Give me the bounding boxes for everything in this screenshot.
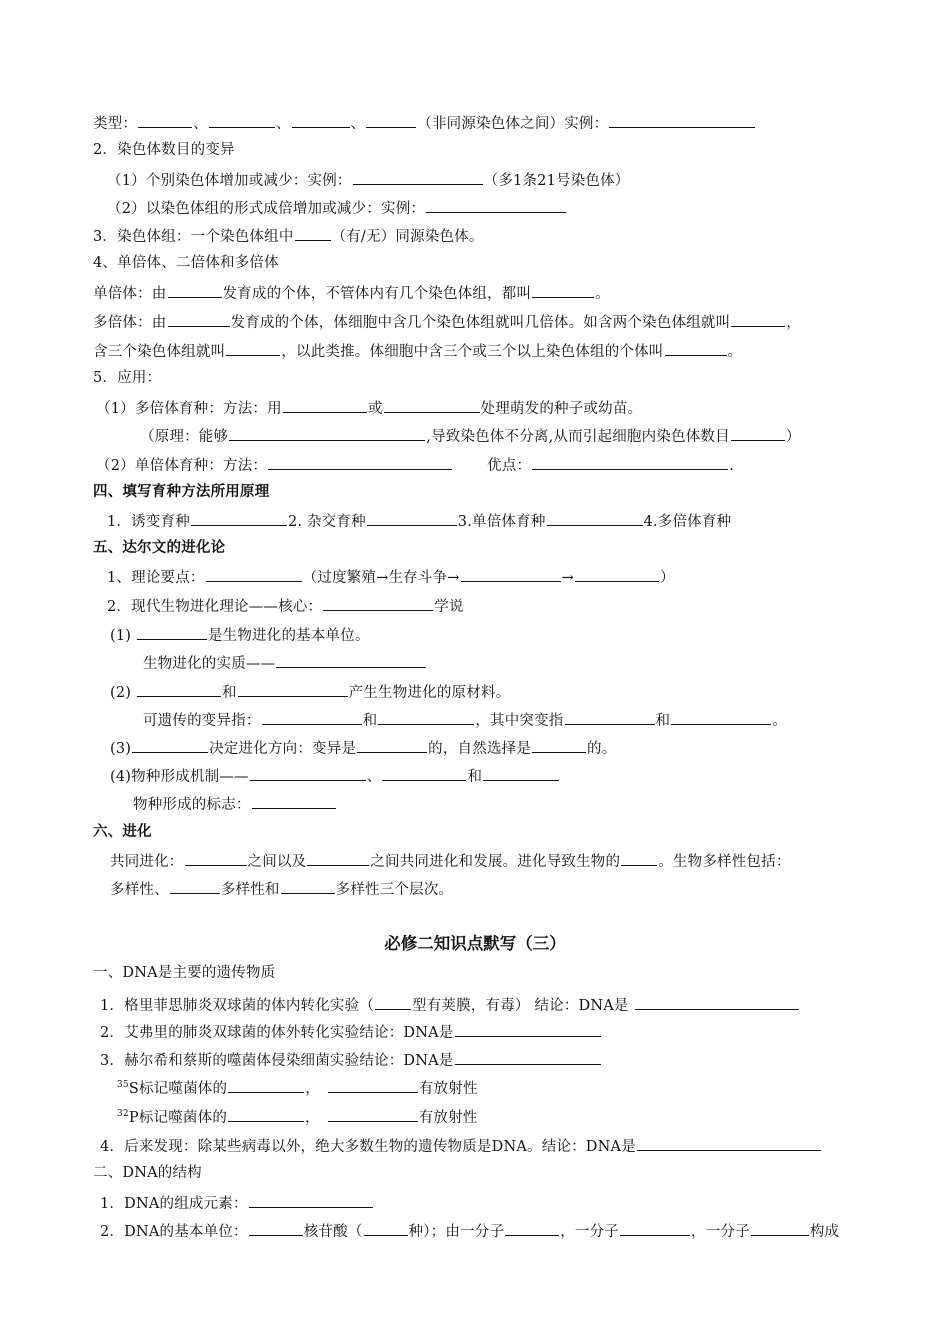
text: （有/无）同源染色体。: [331, 229, 484, 245]
blank: [191, 510, 287, 526]
line-dna-elements: [100, 1192, 374, 1214]
line-application: 5．应用：: [93, 370, 162, 386]
blank: [292, 112, 350, 128]
blank: [228, 1077, 304, 1093]
text: 学说: [434, 599, 464, 615]
isotope-superscript: 32: [117, 1109, 129, 1120]
blank: [250, 765, 366, 781]
text: (4)物种形成机制——: [110, 769, 249, 785]
blank: [367, 510, 457, 526]
line-basic-unit: [110, 624, 370, 646]
heading-breeding-principles: 四、填写育种方法所用原理: [93, 483, 270, 500]
text: （过度繁殖→生存斗争→: [302, 570, 460, 586]
blank: [252, 793, 336, 809]
line-later-discovery: [100, 1135, 822, 1157]
text: 单倍体：由: [93, 286, 167, 302]
blank: [532, 454, 728, 470]
text: ，: [305, 1081, 320, 1097]
text: 之间共同进化和发展。进化导致生物的: [370, 854, 621, 870]
line-modern-theory: [107, 595, 464, 617]
text: 、: [193, 116, 208, 132]
line-raw-material: [110, 681, 510, 703]
text: 或: [367, 401, 383, 417]
text: 生物进化的实质——: [143, 656, 276, 672]
text: 是生物进化的基本单位。: [207, 628, 370, 644]
blank: [249, 1192, 373, 1208]
text: （原理：能够: [140, 429, 229, 445]
blank: [138, 112, 192, 128]
blank: [751, 1220, 809, 1236]
text: 2．艾弗里的肺炎双球菌的体外转化实验结论：DNA是: [100, 1025, 454, 1041]
blank: [455, 1021, 601, 1037]
line-griffith: [100, 994, 800, 1016]
blank: [455, 1049, 601, 1065]
blank: [238, 681, 348, 697]
line-polyploid: [93, 311, 801, 333]
line-chromosome-set: [107, 197, 567, 219]
text: （1）个别染色体增加或减少：实例：: [107, 173, 352, 189]
blank: [132, 737, 208, 753]
line-theory-points: [107, 566, 675, 588]
text: .: [729, 458, 735, 474]
text: 2. 杂交育种: [287, 514, 366, 530]
blank: [353, 169, 483, 185]
blank: [185, 850, 247, 866]
text: 有放射性: [418, 1110, 478, 1126]
line-speciation-mechanism: [110, 765, 560, 787]
text: 含三个染色体组就叫: [93, 344, 226, 360]
text: 、: [275, 116, 291, 132]
text: 之间以及: [247, 854, 307, 870]
text: 有放射性: [418, 1081, 478, 1097]
blank: [671, 709, 771, 725]
text: ，一分子: [691, 1224, 750, 1240]
blank: [229, 425, 425, 441]
text: 。: [595, 286, 610, 302]
text: 种）；由一分子: [408, 1224, 505, 1240]
blank: [382, 765, 466, 781]
text: 发育成的个体，不管体内有几个染色体组，都叫: [222, 286, 532, 302]
text: 处理萌发的种子或幼苗。: [480, 401, 643, 417]
blank: [357, 737, 427, 753]
blank: [532, 737, 586, 753]
line-variation-types: [93, 112, 756, 134]
blank: [609, 112, 755, 128]
blank: [731, 311, 785, 327]
blank: [170, 878, 220, 894]
blank: [483, 765, 559, 781]
text: 多样性、: [110, 882, 169, 898]
line-biodiversity: [110, 878, 453, 900]
text: 2．DNA的基本单位：: [100, 1224, 248, 1240]
line-polyploid-breeding: [96, 397, 642, 419]
text: (2): [110, 685, 136, 701]
text: 和: [467, 769, 483, 785]
blank: [226, 340, 280, 356]
text: 共同进化：: [110, 854, 184, 870]
text: 发育成的个体，体细胞中含几个染色体组就叫几倍体。如含两个染色体组就叫: [230, 315, 731, 331]
text: ，: [786, 315, 801, 331]
text: 。生物多样性包括：: [658, 854, 791, 870]
line-triploid: [93, 340, 742, 362]
line-heritable-variation: [143, 709, 787, 731]
blank: [547, 510, 643, 526]
line-essence: [143, 652, 427, 674]
text: 1．格里菲思肺炎双球菌的体内转化实验（: [100, 998, 375, 1014]
blank: [137, 624, 207, 640]
text: 、: [366, 769, 382, 785]
text: 构成: [809, 1224, 840, 1240]
blank: [281, 878, 335, 894]
text: 1、理论要点：: [107, 570, 205, 586]
text: P标记噬菌体的: [128, 1110, 228, 1126]
blank: [575, 566, 659, 582]
blank: [206, 566, 302, 582]
blank: [262, 709, 362, 725]
blank: [249, 1220, 303, 1236]
text: 可遗传的变异指：: [143, 713, 261, 729]
text: 的。: [587, 741, 617, 757]
text: 2．现代生物进化理论——核心：: [107, 599, 323, 615]
text: ，一分子: [560, 1224, 619, 1240]
text: ）: [659, 570, 675, 586]
blank: [168, 282, 222, 298]
line-hershey-chase: [100, 1049, 602, 1071]
blank: [295, 225, 331, 241]
blank: [665, 340, 727, 356]
text: 产生生物进化的原材料。: [348, 685, 511, 701]
text: （1）多倍体育种：方法：用: [96, 401, 282, 417]
blank: [637, 1135, 821, 1151]
line-ploidy-heading: 4、单倍体、二倍体和多倍体: [93, 255, 279, 271]
text: 多倍体：由: [93, 315, 167, 331]
blank: [209, 112, 275, 128]
blank: [461, 566, 561, 582]
text: 。: [727, 344, 743, 360]
text: 物种形成的标志：: [133, 797, 251, 813]
text: 多样性和: [220, 882, 280, 898]
text: 核苷酸（: [303, 1224, 363, 1240]
blank: [621, 850, 657, 866]
text: 3．赫尔希和蔡斯的噬菌体侵染细菌实验结论：DNA是: [100, 1053, 454, 1069]
line-s35: [117, 1077, 478, 1099]
blank: [375, 994, 411, 1010]
text: →: [561, 570, 574, 586]
blank: [378, 709, 474, 725]
blank: [328, 1106, 418, 1122]
line-dna-heading: 一、DNA是主要的遗传物质: [93, 965, 276, 981]
text: （2）以染色体组的形式成倍增加或减少：实例：: [107, 201, 426, 217]
text: 和: [221, 685, 237, 701]
text: ）: [785, 429, 801, 445]
text: ，以此类推。体细胞中含三个或三个以上染色体组的个体叫: [281, 344, 664, 360]
line-individual-chromosome: [107, 169, 630, 191]
text: 3.单倍体育种: [457, 514, 546, 530]
text: 3．染色体组：一个染色体组中: [93, 229, 294, 245]
line-principle: [140, 425, 801, 447]
text: 多样性三个层次。: [335, 882, 454, 898]
text: （多1条21号染色体）: [483, 173, 630, 189]
section-title: 必修二知识点默写（三）: [384, 934, 566, 953]
line-number-variation: 2．染色体数目的变异: [93, 142, 235, 158]
blank: [168, 311, 230, 327]
text: 和: [362, 713, 378, 729]
line-direction: [110, 737, 616, 759]
blank: [366, 112, 416, 128]
text: 决定进化方向：变异是: [209, 741, 357, 757]
text: 。: [772, 713, 787, 729]
text: ，其中突变指: [475, 713, 564, 729]
blank: [268, 454, 452, 470]
text: 4.多倍体育种: [643, 514, 732, 530]
blank: [384, 397, 480, 413]
line-p32: [117, 1106, 478, 1128]
blank: [328, 1077, 418, 1093]
blank: [635, 994, 799, 1010]
text: 和: [655, 713, 671, 729]
blank: [532, 282, 594, 298]
blank: [731, 425, 785, 441]
blank: [283, 397, 367, 413]
text: 4．后来发现：除某些病毒以外，绝大多数生物的遗传物质是DNA。结论：DNA是: [100, 1139, 636, 1155]
blank: [565, 709, 655, 725]
line-dna-unit: [100, 1220, 839, 1242]
text: 类型：: [93, 116, 138, 132]
line-breeding-methods: [107, 510, 731, 532]
text: (3): [110, 741, 132, 757]
blank: [505, 1220, 559, 1236]
line-speciation-mark: [133, 793, 337, 815]
text: 优点：: [487, 458, 532, 474]
blank: [323, 595, 433, 611]
text: 的，自然选择是: [428, 741, 532, 757]
heading-darwin: 五、达尔文的进化论: [93, 539, 226, 556]
text: 1．DNA的组成元素：: [100, 1196, 248, 1212]
line-avery: [100, 1021, 602, 1043]
text: （非同源染色体之间）实例：: [417, 116, 609, 132]
text: (1): [110, 628, 136, 644]
text: 、: [350, 116, 366, 132]
line-chromosome-group: [93, 225, 484, 247]
blank: [137, 681, 221, 697]
heading-evolution: 六、进化: [93, 823, 152, 840]
blank: [228, 1106, 304, 1122]
blank: [620, 1220, 690, 1236]
line-coevolution: [110, 850, 791, 872]
line-dna-structure-heading: 二、DNA的结构: [93, 1165, 202, 1181]
text: 1．诱变育种: [107, 514, 190, 530]
blank: [276, 652, 426, 668]
isotope-superscript: 35: [117, 1080, 129, 1091]
text: ,导致染色体不分离,从而引起细胞内染色体数目: [426, 429, 730, 445]
text: S标记噬菌体的: [128, 1081, 228, 1097]
text: 型有荚膜，有毒） 结论：DNA是: [412, 998, 629, 1014]
blank: [307, 850, 369, 866]
blank: [364, 1220, 408, 1236]
blank: [426, 197, 566, 213]
line-haploid-breeding: [96, 454, 734, 476]
text: （2）单倍体育种：方法：: [96, 458, 268, 474]
text: ，: [305, 1110, 320, 1126]
line-haploid: [93, 282, 610, 304]
